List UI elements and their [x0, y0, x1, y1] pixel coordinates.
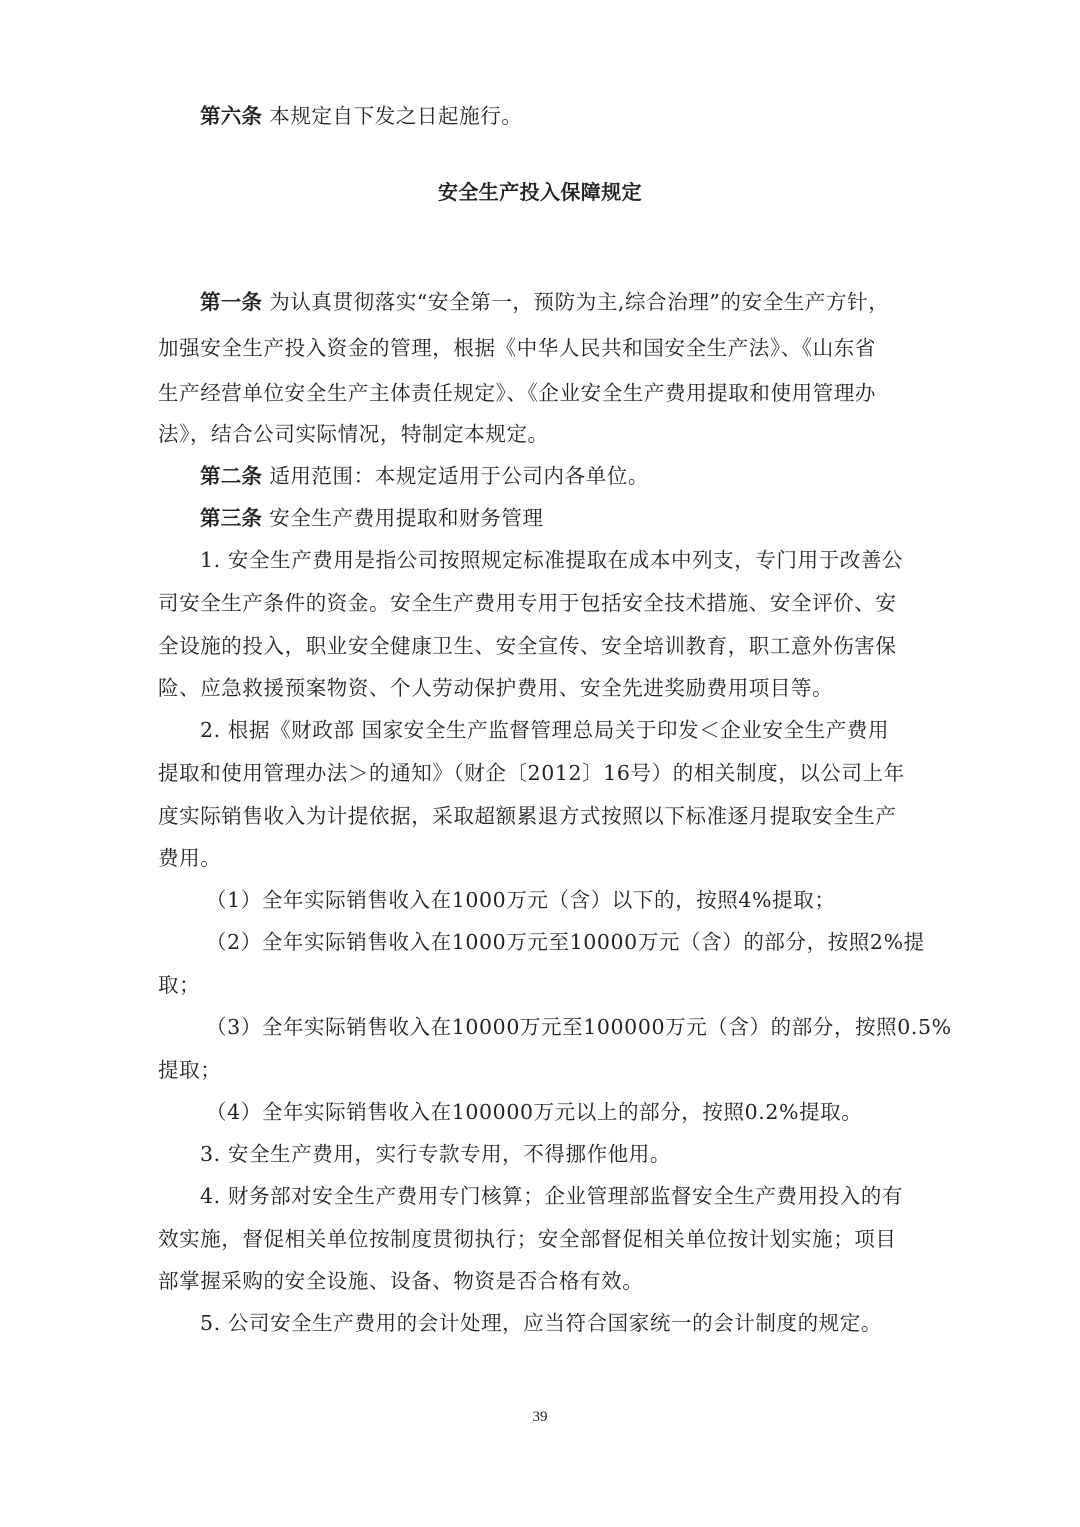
item-5: 5. 公司安全生产费用的会计处理，应当符合国家统一的会计制度的规定。 — [200, 1311, 882, 1335]
item-1-line-2: 司安全生产条件的资金。安全生产费用专用于包括安全技术措施、安全评价、安 — [158, 591, 897, 615]
sub-item-1: （1）全年实际销售收入在1000万元（含）以下的，按照4%提取； — [206, 888, 836, 912]
item-1-line-3: 全设施的投入，职业安全健康卫生、安全宣传、安全培训教育，职工意外伤害保 — [158, 634, 897, 658]
sub-item-3-line-2: 提取； — [158, 1058, 222, 1082]
article-6-text: 本规定自下发之日起施行。 — [269, 104, 523, 128]
item-4-line-1: 4. 财务部对安全生产费用专门核算；企业管理部监督安全生产费用投入的有 — [200, 1184, 904, 1208]
article-1-line-4: 法》，结合公司实际情况，特制定本规定。 — [158, 422, 549, 446]
article-1-line-2: 加强安全生产投入资金的管理，根据《中华人民共和国安全生产法》、《山东省 — [158, 336, 876, 360]
page-number: 39 — [532, 1409, 548, 1425]
item-1-line-4: 险、应急救援预案物资、个人劳动保护费用、安全先进奖励费用项目等。 — [158, 676, 834, 700]
article-3-heading: 第三条 — [200, 506, 263, 530]
article-3-text: 安全生产费用提取和财务管理 — [269, 506, 544, 530]
article-1-line-1 — [200, 287, 928, 317]
item-4-line-3: 部掌握采购的安全设施、设备、物资是否合格有效。 — [158, 1269, 644, 1293]
article-1-line-3: 生产经营单位安全生产主体责任规定》、《企业安全生产费用提取和使用管理办 — [158, 381, 876, 405]
item-4-line-2: 效实施，督促相关单位按制度贯彻执行；安全部督促相关单位按计划实施；项目 — [158, 1227, 897, 1251]
sub-item-3-line-1: （3）全年实际销售收入在10000万元至100000万元（含）的部分，按照0.5% — [206, 1015, 952, 1039]
item-2-line-1: 2. 根据《财政部 国家安全生产监督管理总局关于印发＜企业安全生产费用 — [200, 718, 890, 742]
sub-item-2-line-1: （2）全年实际销售收入在1000万元至10000万元（含）的部分，按照2%提 — [206, 930, 925, 954]
article-2-text: 适用范围：本规定适用于公司内各单位。 — [269, 464, 650, 488]
article-6-heading: 第六条 — [200, 104, 263, 128]
article-6 — [200, 101, 928, 131]
article-2 — [200, 461, 928, 491]
item-2-line-2: 提取和使用管理办法＞的通知》（财企〔2012〕16号）的相关制度，以公司上年 — [158, 761, 905, 785]
item-2-line-3: 度实际销售收入为计提依据，采取超额累退方式按照以下标准逐月提取安全生产 — [158, 804, 897, 828]
item-1-line-1: 1. 安全生产费用是指公司按照规定标准提取在成本中列支，专门用于改善公 — [200, 548, 904, 572]
section-title: 安全生产投入保障规定 — [438, 180, 642, 204]
article-1-text: 为认真贯彻落实“安全第一，预防为主,综合治理”的安全生产方针， — [269, 290, 890, 314]
item-2-line-4: 费用。 — [158, 846, 222, 870]
article-1-heading: 第一条 — [200, 290, 263, 314]
item-3: 3. 安全生产费用，实行专款专用，不得挪作他用。 — [200, 1142, 671, 1166]
article-3 — [200, 503, 928, 533]
sub-item-4: （4）全年实际销售收入在100000万元以上的部分，按照0.2%提取。 — [206, 1100, 863, 1124]
article-2-heading: 第二条 — [200, 464, 263, 488]
sub-item-2-line-2: 取； — [158, 973, 201, 997]
